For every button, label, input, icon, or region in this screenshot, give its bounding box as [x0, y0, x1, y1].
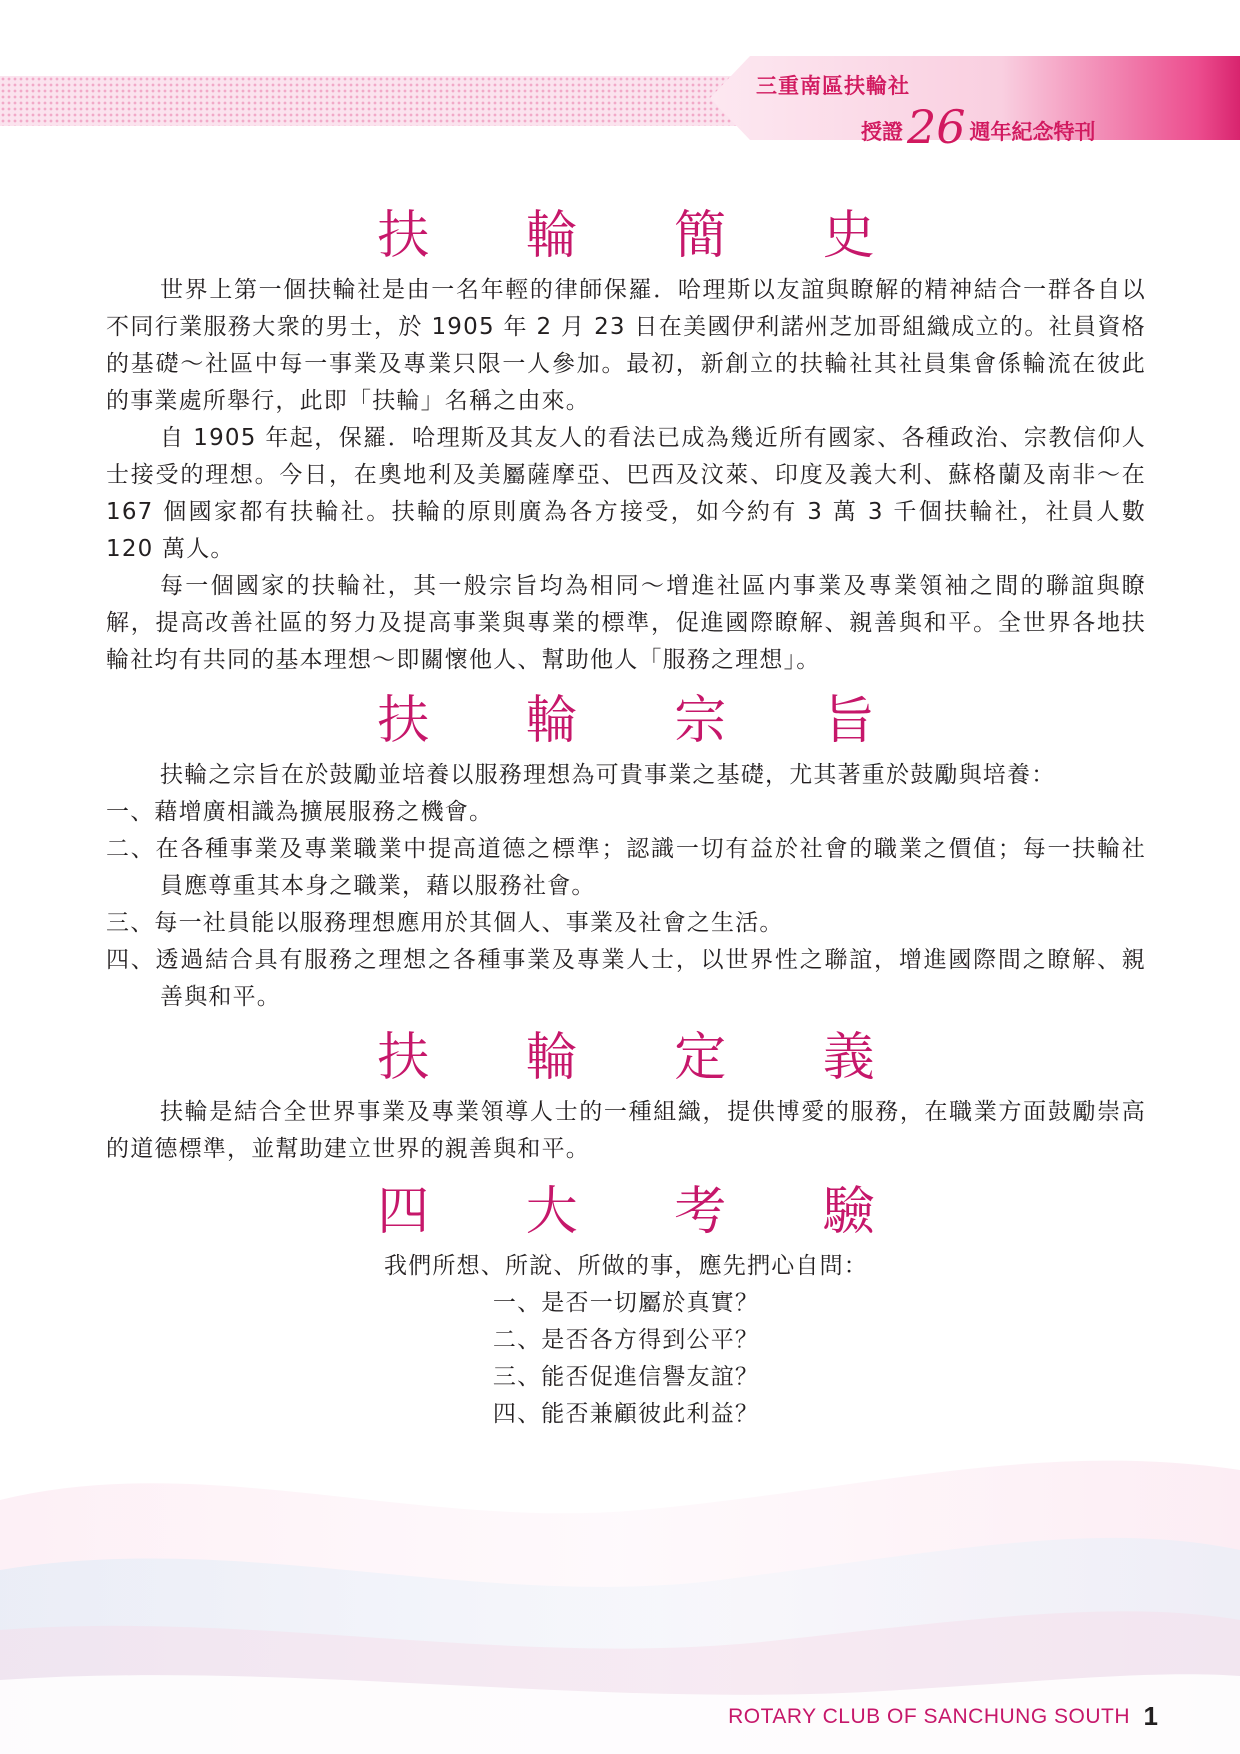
club-english-name: ROTARY CLUB OF SANCHUNG SOUTH — [728, 1705, 1130, 1728]
page-number: 1 — [1143, 1701, 1158, 1731]
definition-text: 扶輪是結合全世界事業及專業領導人士的一種組織，提供博愛的服務，在職業方面鼓勵崇高的道德標準，並幫助建立世界的親善與和平。 — [106, 1099, 1146, 1162]
main-content — [106, 200, 1146, 1433]
four-way-test-question: 四、能否兼顧彼此利益？ — [492, 1401, 760, 1427]
footer — [0, 1701, 1240, 1735]
anniversary-number: 26 — [907, 100, 966, 154]
dotted-pattern-decoration — [0, 76, 740, 126]
list-item: 三、每一社員能以服務理想應用於其個人、事業及社會之生活。 — [106, 910, 784, 936]
four-way-test-question: 三、能否促進信譽友誼？ — [492, 1364, 760, 1390]
four-way-test-question: 一、是否一切屬於真實？ — [492, 1290, 760, 1316]
section-title-definition: 扶 輪 定 義 — [377, 1028, 915, 1088]
club-name: 三重南區扶輪社 — [756, 74, 910, 98]
list-item: 二、在各種事業及專業職業中提高道德之標準；認識一切有益於社會的職業之價值；每一扶輪社員應尊重其本身之職業，藉以服務社會。 — [106, 836, 1146, 899]
anniversary-line — [861, 96, 1096, 154]
list-item: 四、透過結合具有服務之理想之各種事業及專業人士，以世界性之聯誼，增進國際間之瞭解、親善與和平。 — [106, 947, 1146, 1010]
objective-list — [106, 794, 1146, 1016]
anniversary-prefix: 授證 — [861, 120, 903, 144]
four-way-test-block — [106, 1248, 1146, 1433]
history-paragraph: 世界上第一個扶輪社是由一名年輕的律師保羅．哈理斯以友誼與瞭解的精神結合一群各自以不同行業服務大衆的男士，於 1905 年 2 月 23 日在美國伊利諾州芝加哥組織成立的。社員資格的基礎～社區中每一事業及專業只限一人參加。最初，新創立的扶輪社其社員集會係輪流在彼此的事業處所舉行，此即「扶輪」名稱之由來。 — [106, 277, 1146, 414]
four-way-test-question: 二、是否各方得到公平？ — [492, 1327, 760, 1353]
section-title-history: 扶 輪 簡 史 — [377, 206, 915, 266]
four-way-test-intro: 我們所想、所說、所做的事，應先捫心自問： — [384, 1253, 868, 1279]
anniversary-suffix: 週年紀念特刊 — [969, 120, 1096, 144]
section-title-objective: 扶 輪 宗 旨 — [377, 691, 915, 751]
history-paragraph: 自 1905 年起，保羅．哈理斯及其友人的看法已成為幾近所有國家、各種政治、宗教信仰人士接受的理想。今日，在奧地利及美屬薩摩亞、巴西及汶萊、印度及義大利、蘇格蘭及南非～在 167 個國家都有扶輪社。扶輪的原則廣為各方接受，如今約有 3 萬 3 千個扶輪社，社員人數 120 萬人。 — [106, 425, 1146, 562]
section-title-four-way-test: 四 大 考 驗 — [377, 1182, 915, 1242]
objective-intro: 扶輪之宗旨在於鼓勵並培養以服務理想為可貴事業之基礎，尤其著重於鼓勵與培養： — [160, 762, 1056, 788]
list-item: 一、藉增廣相識為擴展服務之機會。 — [106, 799, 494, 825]
history-paragraph: 每一個國家的扶輪社，其一般宗旨均為相同～增進社區内事業及專業領袖之間的聯誼與瞭解，提高改善社區的努力及提高事業與專業的標準，促進國際瞭解、親善與和平。全世界各地扶輪社均有共同的基本理想～即關懷他人、幫助他人「服務之理想」。 — [106, 573, 1146, 673]
